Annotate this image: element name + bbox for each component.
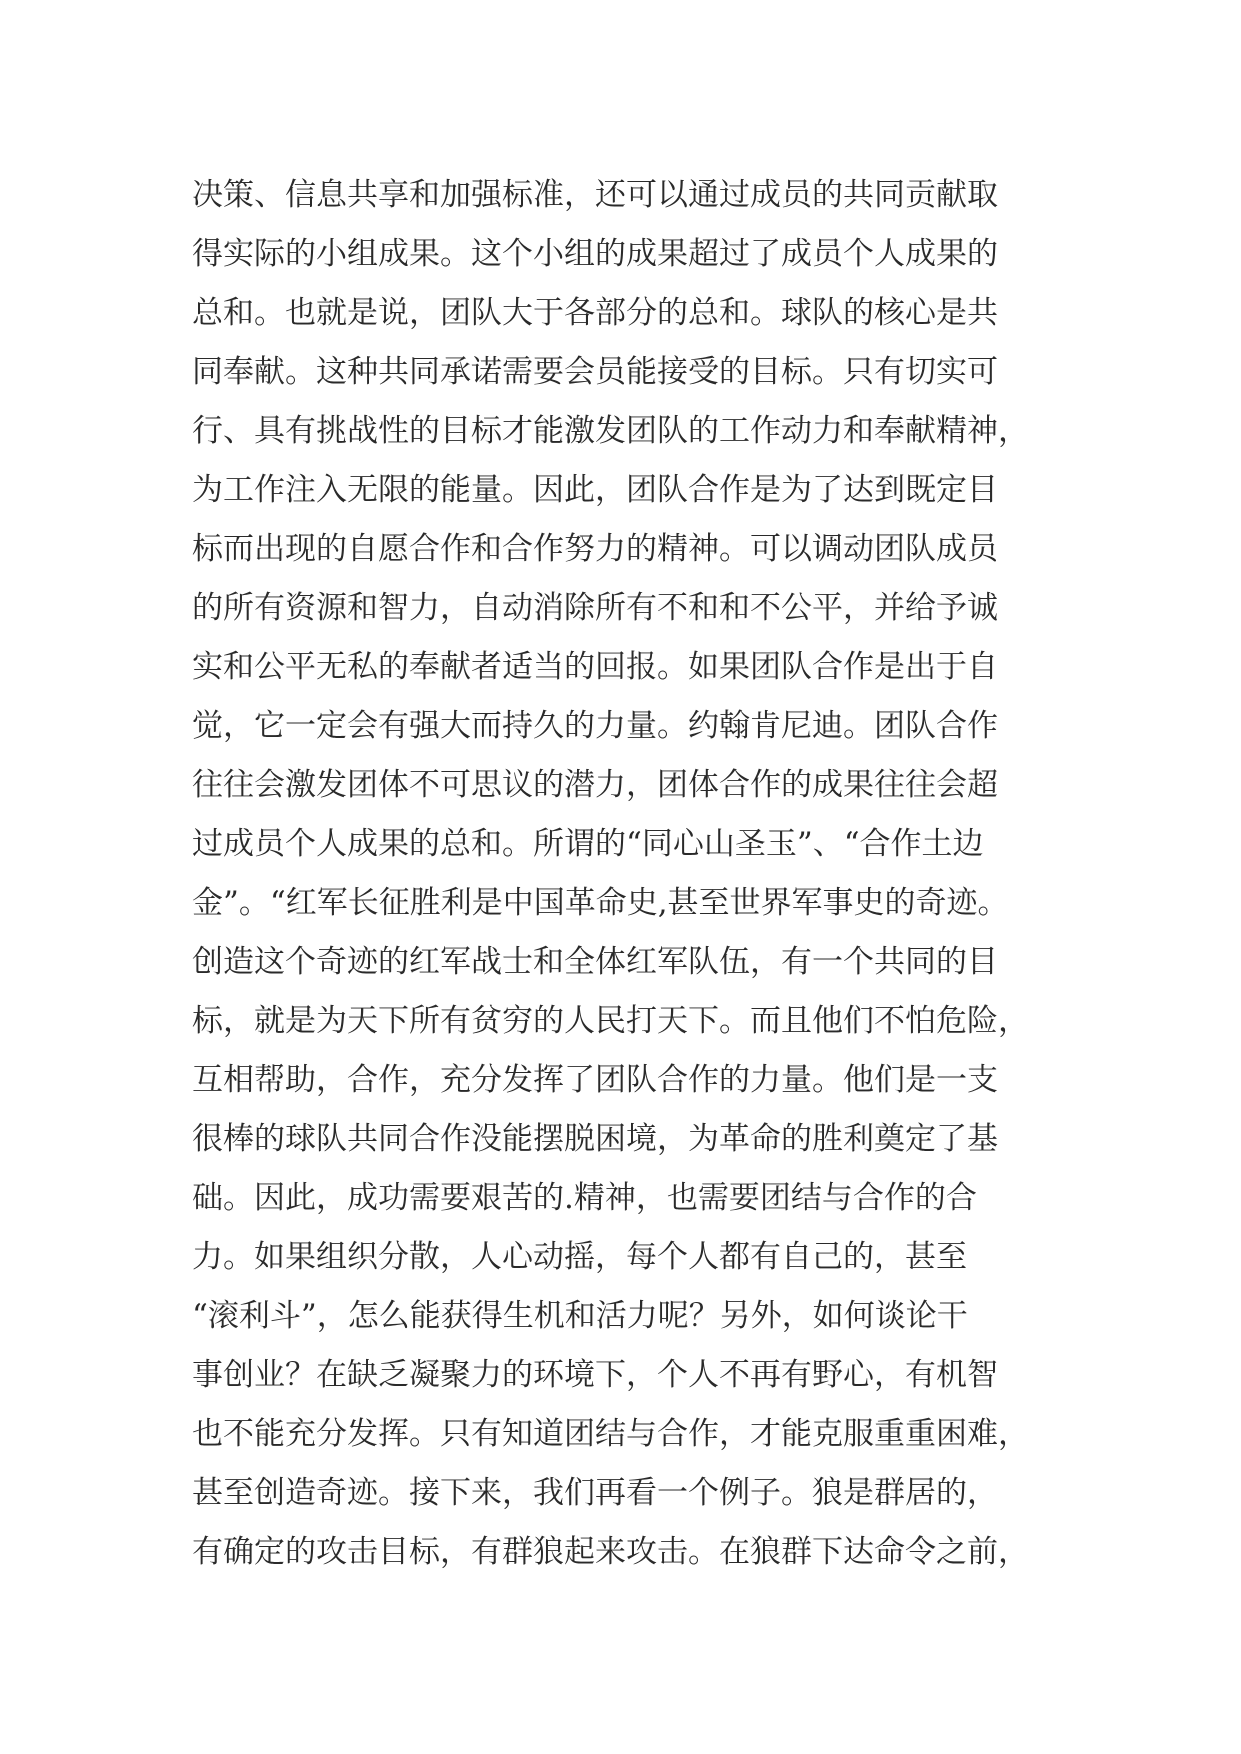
text-line: 很棒的球队共同合作没能摆脱困境，为革命的胜利奠定了基 xyxy=(192,1121,998,1157)
text-line: 觉，它一定会有强大而持久的力量。约翰肯尼迪。团队合作 xyxy=(192,708,998,744)
text-line: 实和公平无私的奉献者适当的回报。如果团队合作是出于自 xyxy=(192,649,998,685)
text-line: 互相帮助，合作，充分发挥了团队合作的力量。他们是一支 xyxy=(192,1062,998,1098)
text-line: 总和。也就是说，团队大于各部分的总和。球队的核心是共 xyxy=(192,295,998,331)
text-line: 金”。“红军长征胜利是中国革命史,甚至世界军事史的奇迹。 xyxy=(192,885,1009,921)
text-line: 础。因此，成功需要艰苦的.精神，也需要团结与合作的合 xyxy=(192,1180,977,1216)
text-line: 有确定的攻击目标，有群狼起来攻击。在狼群下达命令之前， xyxy=(192,1534,1029,1570)
text-line: 力。如果组织分散，人心动摇，每个人都有自己的，甚至 xyxy=(192,1239,967,1275)
text-line: 为工作注入无限的能量。因此，团队合作是为了达到既定目 xyxy=(192,472,998,508)
text-line: 得实际的小组成果。这个小组的成果超过了成员个人成果的 xyxy=(192,236,998,272)
body-text xyxy=(192,166,1072,1582)
text-line: 事创业？在缺乏凝聚力的环境下，个人不再有野心，有机智 xyxy=(192,1357,998,1393)
text-line: 标而出现的自愿合作和合作努力的精神。可以调动团队成员 xyxy=(192,531,998,567)
text-line: “滚利斗”，怎么能获得生机和活力呢？另外，如何谈论干 xyxy=(192,1298,968,1334)
text-line: 也不能充分发挥。只有知道团结与合作，才能克服重重困难， xyxy=(192,1416,1029,1452)
text-line: 甚至创造奇迹。接下来，我们再看一个例子。狼是群居的， xyxy=(192,1475,998,1511)
text-line: 标，就是为天下所有贫穷的人民打天下。而且他们不怕危险， xyxy=(192,1003,1029,1039)
text-line: 创造这个奇迹的红军战士和全体红军队伍，有一个共同的目 xyxy=(192,944,998,980)
text-line: 往往会激发团体不可思议的潜力，团体合作的成果往往会超 xyxy=(192,767,998,803)
text-line: 的所有资源和智力，自动消除所有不和和不公平，并给予诚 xyxy=(192,590,998,626)
text-line: 同奉献。这种共同承诺需要会员能接受的目标。只有切实可 xyxy=(192,354,998,390)
text-line: 过成员个人成果的总和。所谓的“同心山圣玉”、“合作土边 xyxy=(192,826,984,862)
text-line: 决策、信息共享和加强标准，还可以通过成员的共同贡献取 xyxy=(192,177,998,213)
text-line: 行、具有挑战性的目标才能激发团队的工作动力和奉献精神， xyxy=(192,413,1029,449)
